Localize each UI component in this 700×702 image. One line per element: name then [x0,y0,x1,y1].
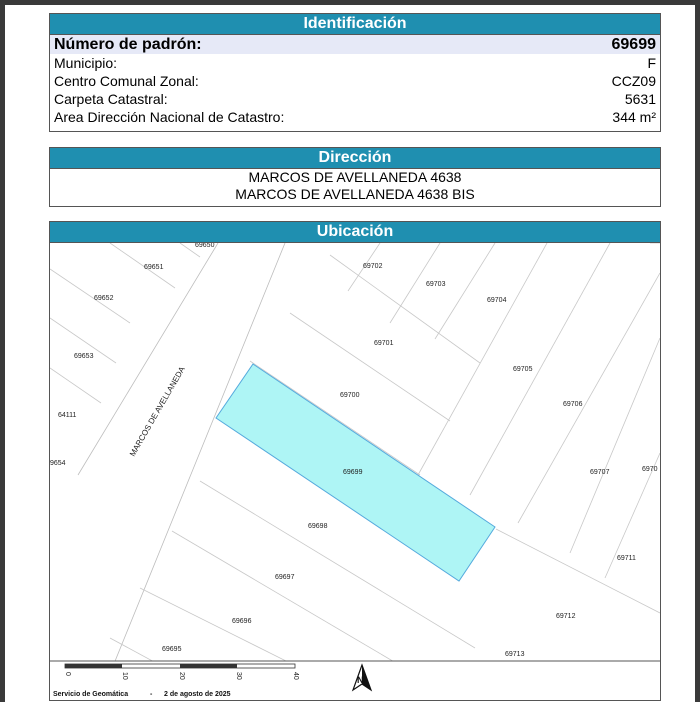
parcel-label: 64111 [58,412,77,419]
area-row [50,108,660,126]
municipio-value: F [647,55,656,71]
north-label: N [357,675,364,685]
parcel-label: 69703 [426,281,446,288]
scale-tick: 20 [178,672,185,680]
parcel-label: 69713 [505,651,525,658]
parcel-label: 69652 [94,295,114,302]
identificacion-header: Identificación [50,14,660,35]
cadastral-map[interactable] [50,243,660,700]
window-left-border [0,0,5,702]
direccion-section [49,147,661,207]
window-top-border [0,0,700,5]
parcel-label: 69706 [563,401,583,408]
scale-tick: 30 [235,672,242,680]
parcel-label: 69705 [513,366,533,373]
footer-org: Servicio de Geomática [53,691,129,698]
parcel-label: 69697 [275,574,295,581]
carpeta-value: 5631 [624,91,656,107]
parcel-label: 69704 [487,297,507,304]
parcel-label: 69699 [343,469,363,476]
direccion-line-1: MARCOS DE AVELLANEDA 4638 [248,169,462,185]
footer-separator: - [150,691,153,698]
parcel-label: 69653 [74,353,94,360]
parcel-label: 69702 [363,263,383,270]
parcel-label: 6970 [642,466,658,473]
area-value: 344 m² [612,109,656,125]
parcel-label: 69696 [232,618,252,625]
parcel-label: 69711 [617,555,636,562]
scale-tick: 0 [64,672,71,676]
parcel-label: 69695 [162,646,182,653]
padron-value: 69699 [611,36,656,53]
ccz-row [50,72,660,90]
padron-label: Número de padrón: [54,36,202,53]
direccion-header: Dirección [50,148,660,169]
north-arrow-icon [353,665,371,690]
area-label: Area Dirección Nacional de Catastro: [54,109,285,125]
municipio-row [50,54,660,72]
parcel-label: 69650 [195,243,215,249]
footer-date: 2 de agosto de 2025 [164,691,231,698]
parcel-label: 69712 [556,613,576,620]
scale-tick: 40 [292,672,299,680]
padron-row [50,35,660,54]
parcel-label: 69700 [340,392,360,399]
parcel-label: 9654 [50,460,66,467]
direccion-line-2: MARCOS DE AVELLANEDA 4638 BIS [235,186,475,202]
scale-bar [64,664,299,680]
ccz-label: Centro Comunal Zonal: [54,73,199,89]
ccz-value: CCZ09 [611,73,656,89]
street-label: MARCOS DE AVELLANEDA [127,365,187,458]
parcel-label: 69707 [590,469,610,476]
carpeta-row [50,90,660,108]
window-right-border [695,0,700,702]
identificacion-section [49,13,661,132]
carpeta-label: Carpeta Catastral: [54,91,168,107]
municipio-label: Municipio: [54,55,118,71]
parcel-label: 69651 [144,264,164,271]
parcel-label: 69701 [374,340,394,347]
scale-tick: 10 [121,672,128,680]
ubicacion-header: Ubicación [50,222,660,243]
ubicacion-section [49,221,661,701]
parcel-label: 69698 [308,523,328,530]
